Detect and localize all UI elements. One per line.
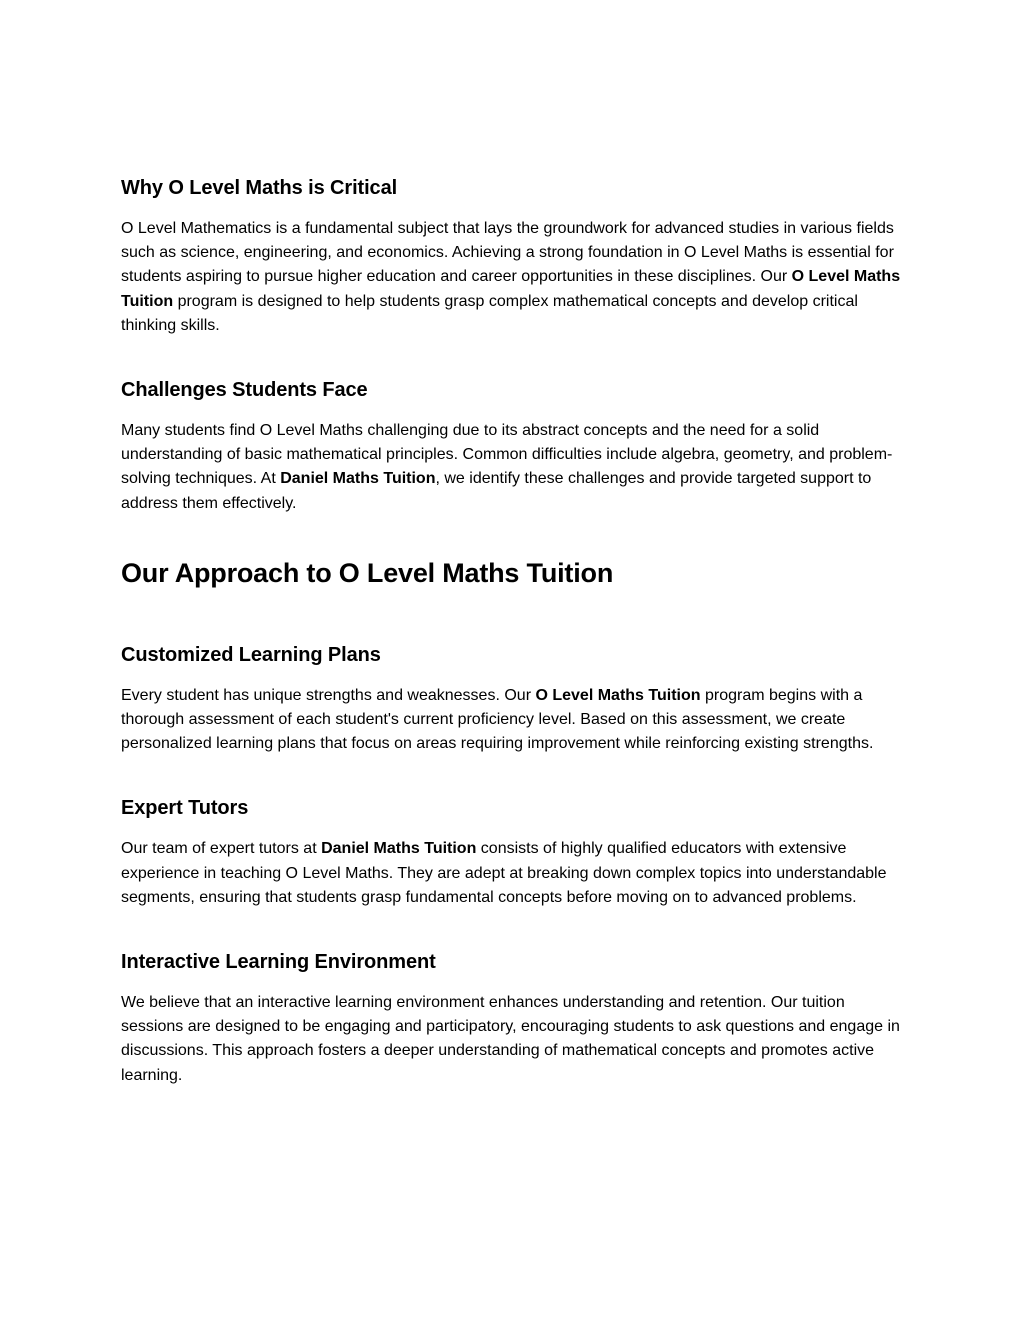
paragraph-text: Every student has unique strengths and weaknesses. Our <box>121 686 536 704</box>
section-paragraph: We believe that an interactive learning environment enhances understanding and retention. Our tuition sessions are designed to be engaging and participatory, encouraging students to ask questions and engage in discussions. This approach fosters a deeper understanding of mathematical concepts and promotes active learning. <box>121 994 900 1084</box>
bold-term: Daniel Maths Tuition <box>280 470 436 488</box>
section-heading: Expert Tutors <box>121 797 249 820</box>
approach-heading: Our Approach to O Level Maths Tuition <box>121 557 614 588</box>
section-why-critical <box>121 176 901 338</box>
paragraph-text: program begins with a thorough assessment of each student's current proficiency level. Based on this assessment, we create personalized learning plans that focus on areas requiring improvement while reinforcing existing strengths. <box>121 686 874 753</box>
section-paragraph <box>121 217 901 338</box>
section-heading: Why O Level Maths is Critical <box>121 177 398 199</box>
section-heading: Challenges Students Face <box>121 379 368 402</box>
section-heading: Interactive Learning Environment <box>121 951 436 974</box>
paragraph-text: Many students find O Level Maths challenging due to its abstract concepts and the need for a solid understanding of basic mathematical principles. Common difficulties include algebra, geometry, and problem-solving techniques. At <box>121 422 893 488</box>
paragraph-text: consists of highly qualified educators with extensive experience in teaching O Level Maths. They are adept at breaking down complex topics into understandable segments, ensuring that students grasp fundamental concepts before moving on to advanced problems. <box>121 840 887 906</box>
section-expert-tutors <box>121 796 901 910</box>
bold-term: Daniel Maths Tuition <box>321 840 477 858</box>
section-paragraph <box>121 419 901 516</box>
bold-term: O Level Maths Tuition <box>121 268 901 310</box>
paragraph-text: O Level Mathematics is a fundamental subject that lays the groundwork for advanced studies in various fields such as science, engineering, and economics. Achieving a strong foundation in O Level Maths is essential for students aspiring to pursue higher education and career opportunities in these disciplines. Our <box>121 220 894 286</box>
section-challenges <box>121 378 901 516</box>
section-paragraph <box>121 684 901 757</box>
section-heading: Customized Learning Plans <box>121 643 381 666</box>
bold-term: O Level Maths Tuition <box>535 686 701 704</box>
paragraph-text: program is designed to help students grasp complex mathematical concepts and develop critical thinking skills. <box>121 292 858 334</box>
section-customized-plans <box>121 643 901 757</box>
paragraph-text: Our team of expert tutors at <box>121 840 322 858</box>
document-page <box>121 176 901 1088</box>
section-paragraph <box>121 837 901 910</box>
paragraph-text: , we identify these challenges and provide targeted support to address them effectively. <box>121 470 872 512</box>
section-interactive-environment <box>121 950 901 1088</box>
